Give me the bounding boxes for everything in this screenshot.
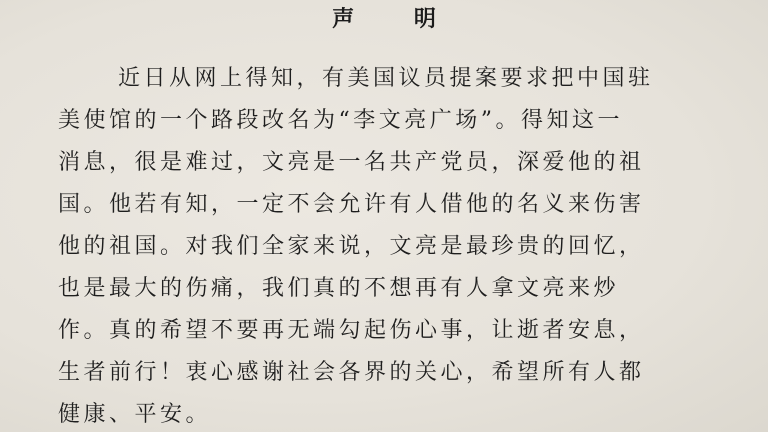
statement-line: 他的祖国。对我们全家来说，文亮是最珍贵的回忆， — [58, 234, 645, 259]
statement-line: 近日从网上得知，有美国议员提案要求把中国驻 — [118, 66, 654, 91]
document-title: 声 明 — [332, 6, 462, 32]
statement-line: 也是最大的伤痛，我们真的不想再有人拿文亮来炒 — [58, 276, 620, 301]
statement-line: 作。真的希望不要再无端勾起伤心事，让逝者安息， — [58, 318, 645, 343]
statement-line: 美使馆的一个路段改名为“李文亮广场”。得知这一 — [58, 108, 623, 133]
statement-line: 生者前行！衷心感谢社会各界的关心，希望所有人都 — [58, 360, 645, 385]
statement-line: 健康、平安。 — [58, 402, 212, 427]
statement-line: 国。他若有知，一定不会允许有人借他的名义来伤害 — [58, 192, 645, 217]
statement-body — [58, 58, 758, 432]
statement-line: 消息，很是难过，文亮是一名共产党员，深爱他的祖 — [58, 150, 645, 175]
